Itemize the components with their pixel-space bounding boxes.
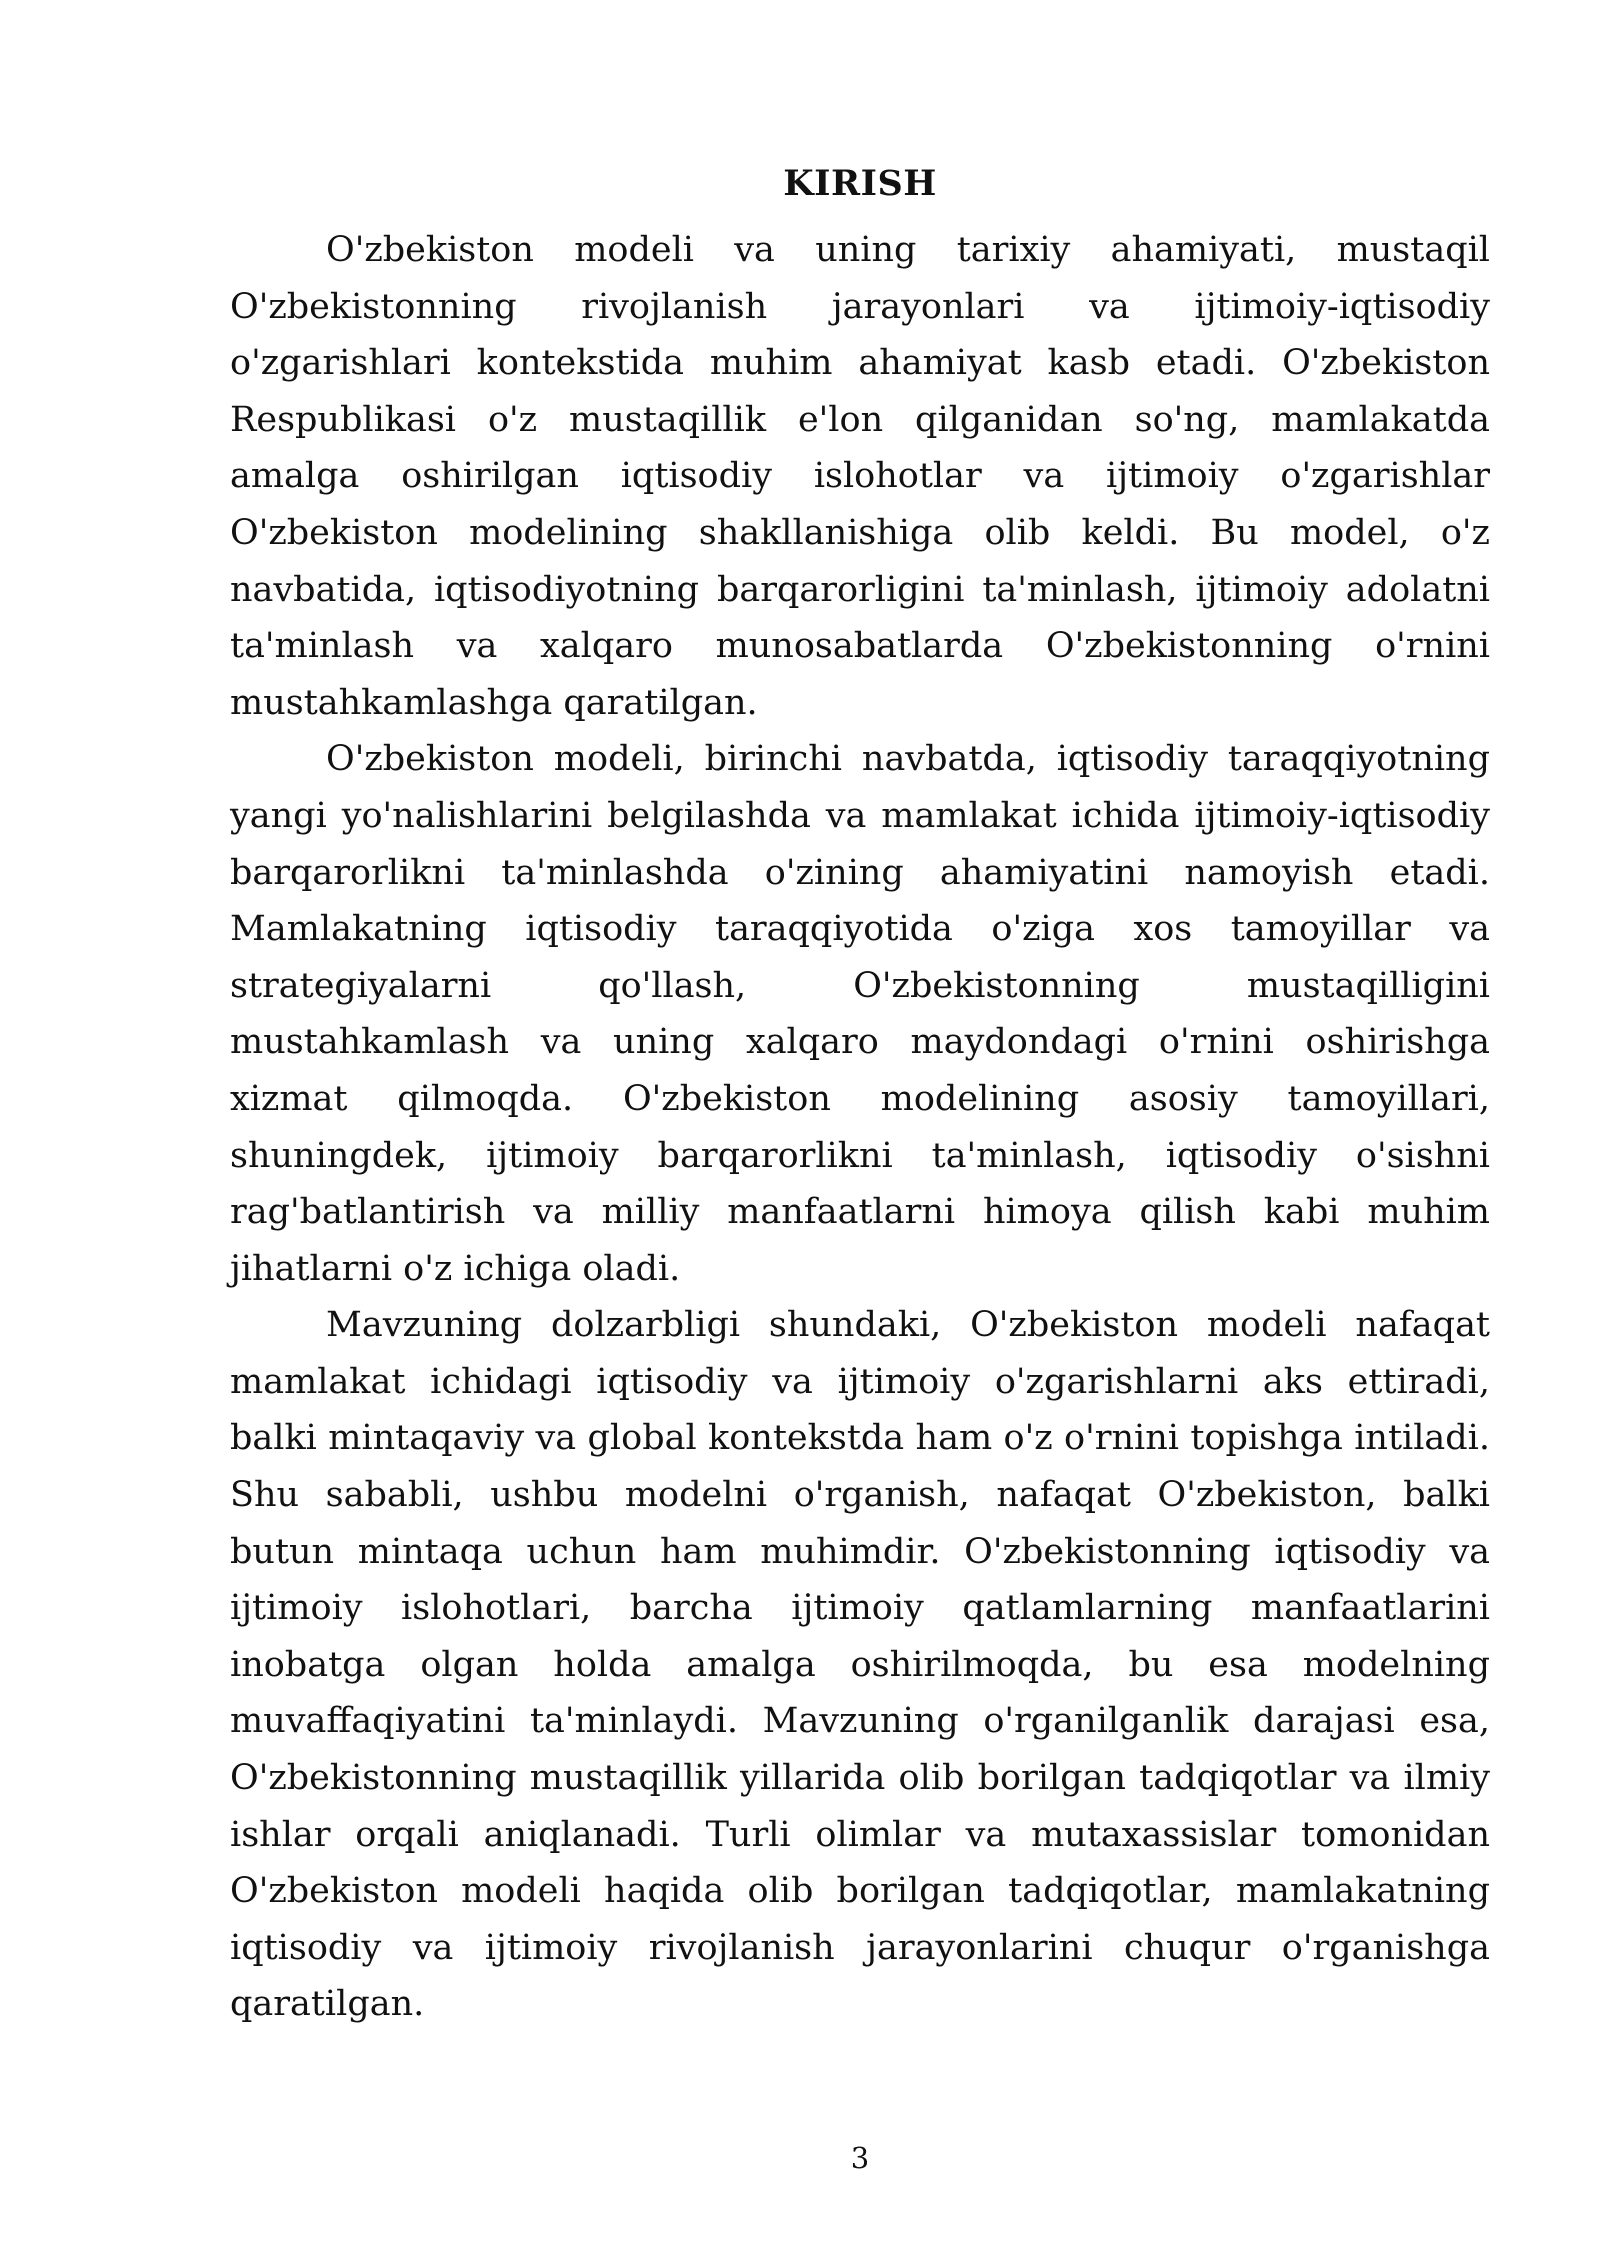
- page-body: [230, 160, 1490, 2033]
- body-paragraph-3: Mavzuning dolzarbligi shundaki, O'zbekiston modeli nafaqat mamlakat ichidagi iqtisodiy va ijtimoiy o'zgarishlarni aks ettiradi, balki mintaqaviy va global kontekstda ham o'z o'rnini topishga intiladi. Shu sababli, ushbu modelni o'rganish, nafaqat O'zbekiston, balki butun mintaqa uchun ham muhimdir. O'zbekistonning iqtisodiy va ijtimoiy islohotlari, barcha ijtimoiy qatlamlarning manfaatlarini inobatga olgan holda amalga oshirilmoqda, bu esa modelning muvaffaqiyatini ta'minlaydi. Mavzuning o'rganilganlik darajasi esa, O'zbekistonning mustaqillik yillarida olib borilgan tadqiqotlar va ilmiy ishlar orqali aniqlanadi. Turli olimlar va mutaxassislar tomonidan O'zbekiston modeli haqida olib borilgan tadqiqotlar, mamlakatning iqtisodiy va ijtimoiy rivojlanish jarayonlarini chuqur o'rganishga qaratilgan.: [230, 1305, 1490, 2025]
- section-title: KIRISH: [783, 163, 937, 204]
- body-paragraph-1: O'zbekiston modeli va uning tarixiy ahamiyati, mustaqil O'zbekistonning rivojlanish jarayonlari va ijtimoiy-iqtisodiy o'zgarishlari kontekstida muhim ahamiyat kasb etadi. O'zbekiston Respublikasi o'z mustaqillik e'lon qilganidan so'ng, mamlakatda amalga oshirilgan iqtisodiy islohotlar va ijtimoiy o'zgarishlar O'zbekiston modelining shakllanishiga olib keldi. Bu model, o'z navbatida, iqtisodiyotning barqarorligini ta'minlash, ijtimoiy adolatni ta'minlash va xalqaro munosabatlarda O'zbekistonning o'rnini mustahkamlashga qaratilgan.: [230, 230, 1490, 723]
- page-number: 3: [850, 2141, 870, 2175]
- body-paragraph-2: O'zbekiston modeli, birinchi navbatda, iqtisodiy taraqqiyotning yangi yo'nalishlarini belgilashda va mamlakat ichida ijtimoiy-iqtisodiy barqarorlikni ta'minlashda o'zining ahamiyatini namoyish etadi. Mamlakatning iqtisodiy taraqqiyotida o'ziga xos tamoyillar va strategiyalarni qo'llash, O'zbekistonning mustaqilligini mustahkamlash va uning xalqaro maydondagi o'rnini oshirishga xizmat qilmoqda. O'zbekiston modelining asosiy tamoyillari, shuningdek, ijtimoiy barqarorlikni ta'minlash, iqtisodiy o'sishni rag'batlantirish va milliy manfaatlarni himoya qilish kabi muhim jihatlarni o'z ichiga oladi.: [230, 739, 1490, 1289]
